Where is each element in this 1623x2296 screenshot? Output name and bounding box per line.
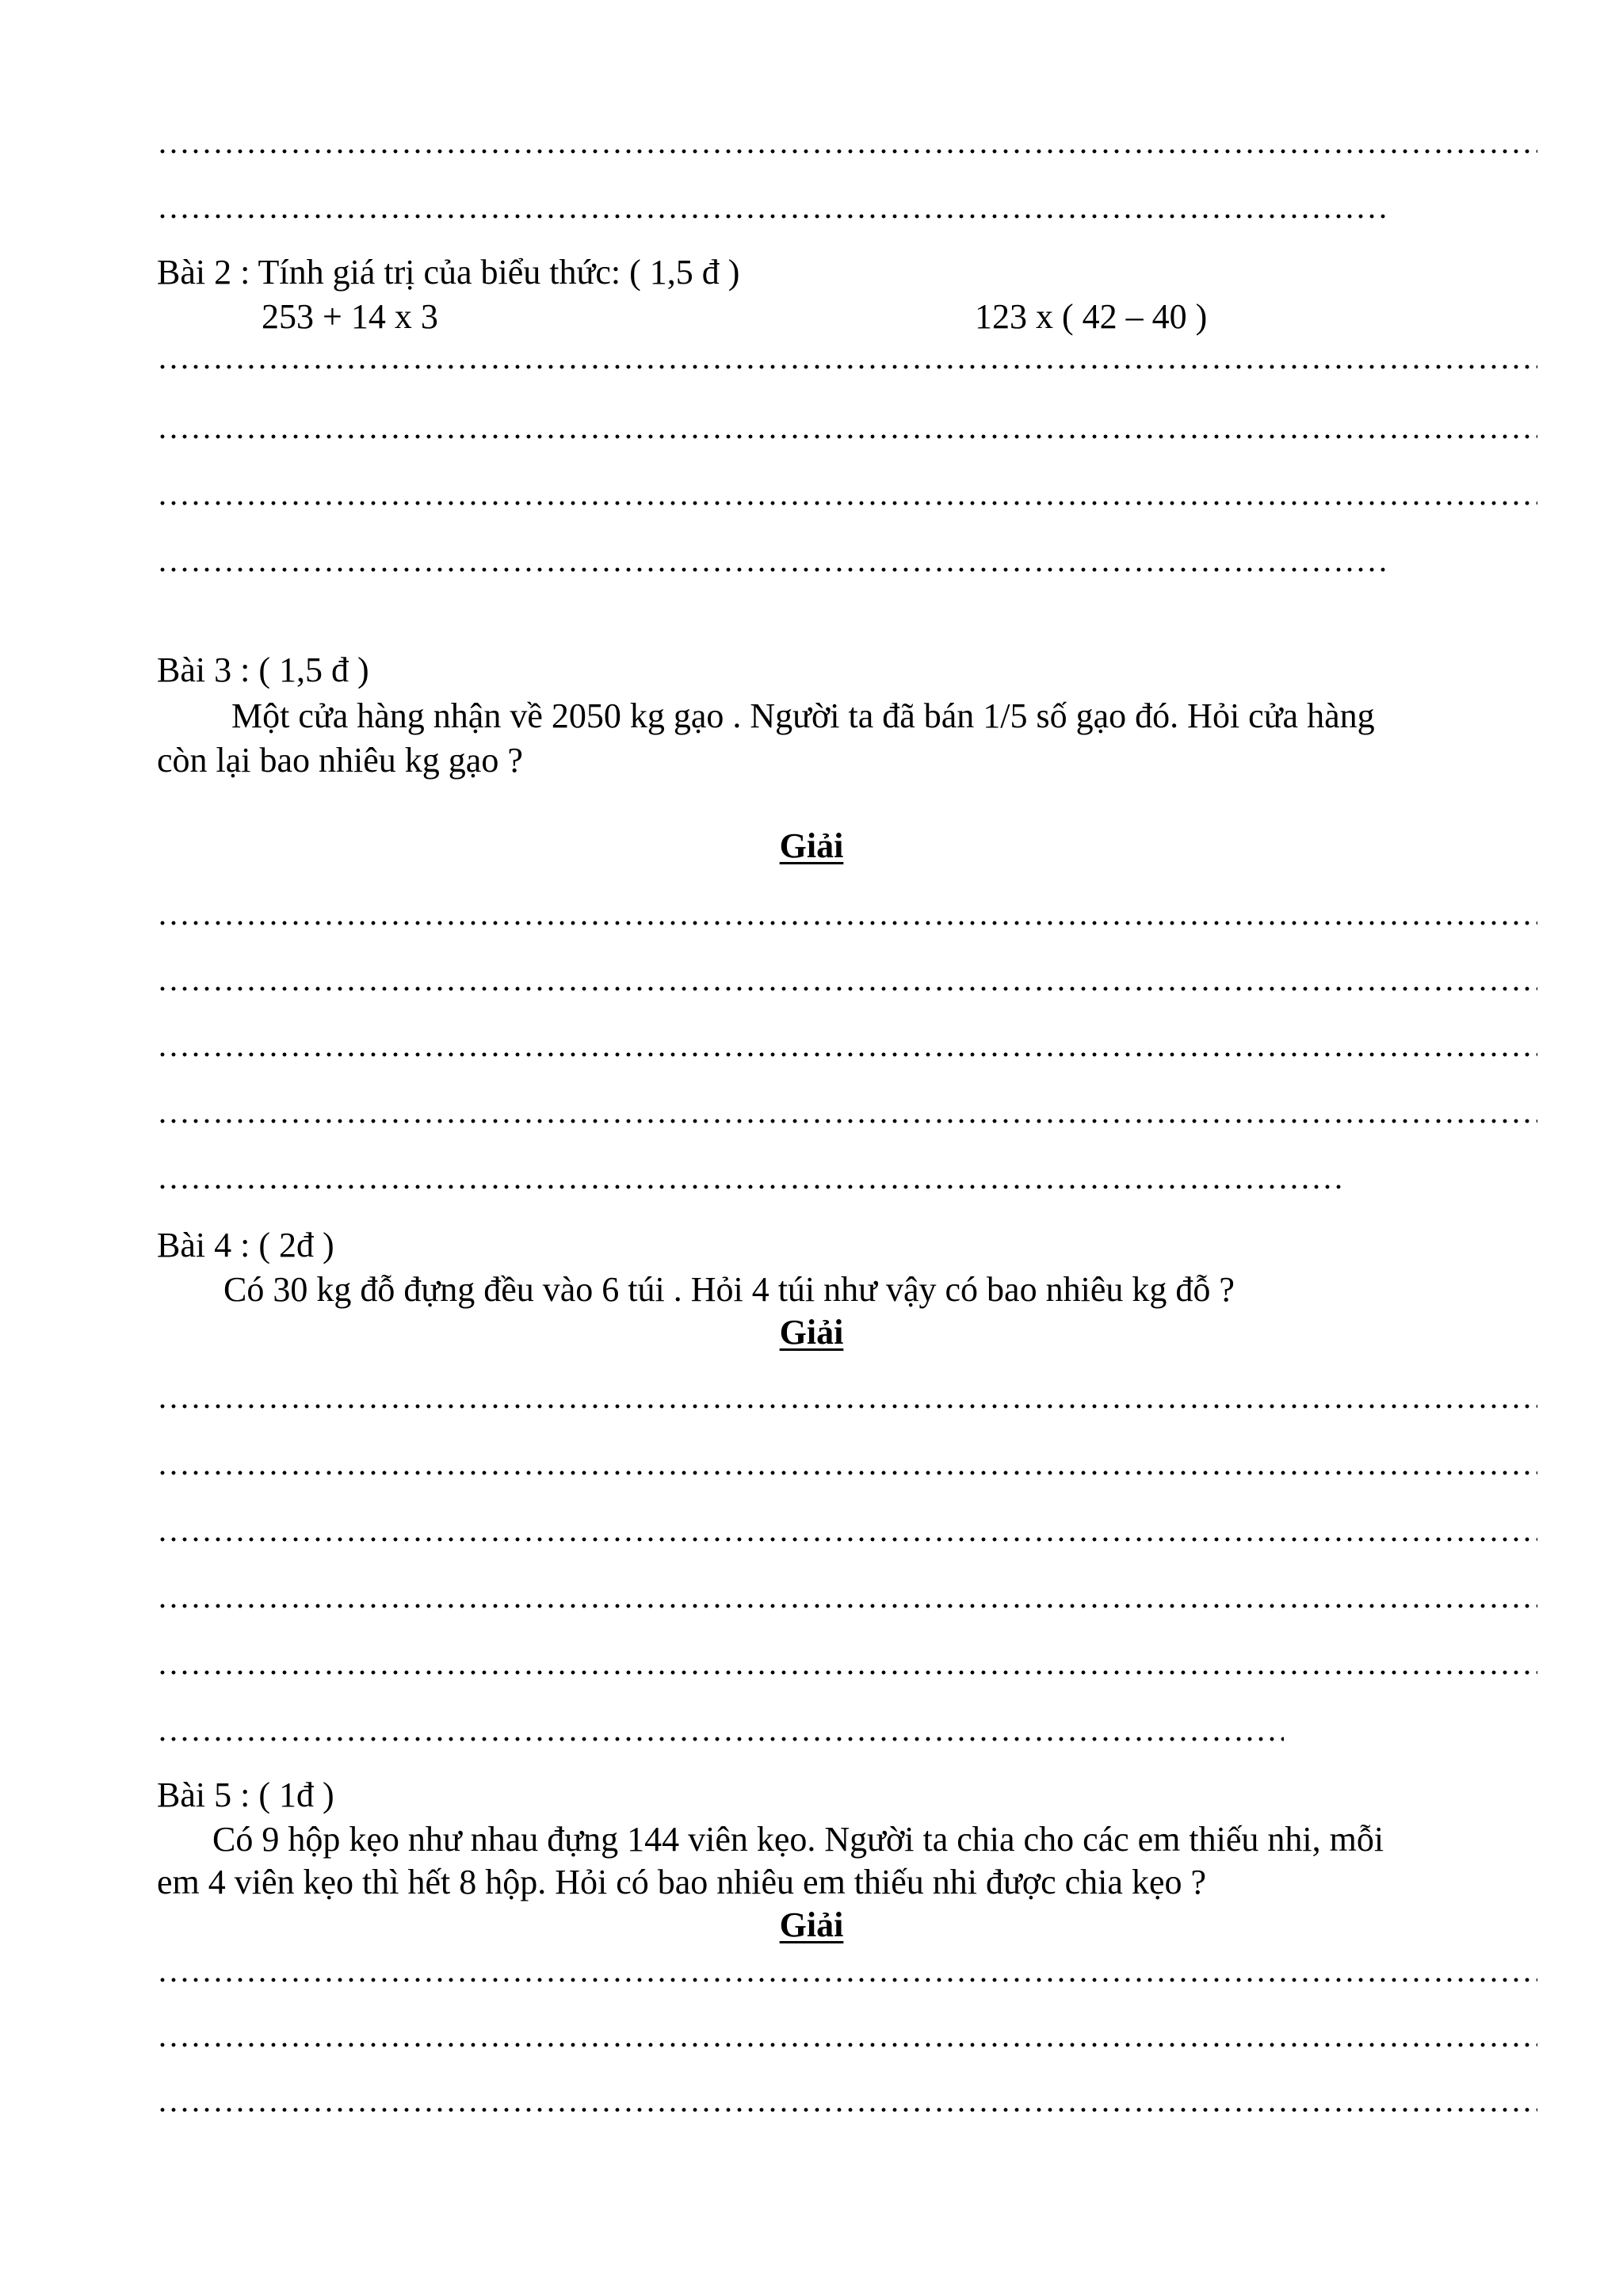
answer-line (157, 434, 1537, 439)
answer-line (157, 1737, 1284, 1741)
answer-line (157, 2042, 1537, 2047)
bai5-problem-line-2: em 4 viên kẹo thì hết 8 hộp. Hỏi có bao nhiêu em thiếu nhi được chia kẹo ? (157, 1863, 1206, 1901)
answer-line (157, 1978, 1537, 1982)
answer-line (157, 2107, 1537, 2112)
bai4-problem-line-1: Có 30 kg đỗ đựng đều vào 6 túi . Hỏi 4 túi như vậy có bao nhiêu kg đỗ ? (223, 1270, 1235, 1309)
answer-line (157, 921, 1537, 925)
answer-line (157, 501, 1537, 505)
bai2-heading: Bài 2 : Tính giá trị của biểu thức: ( 1,5 đ ) (157, 253, 740, 292)
bai4-heading: Bài 4 : ( 2đ ) (157, 1226, 334, 1264)
bai2-expression-2: 123 x ( 42 – 40 ) (975, 297, 1208, 336)
answer-line (157, 1470, 1537, 1475)
answer-line (157, 1404, 1537, 1409)
answer-line (157, 364, 1537, 369)
bai4-solution-heading: Giải (779, 1313, 844, 1352)
answer-line (157, 1052, 1537, 1057)
answer-line (157, 1670, 1537, 1675)
bai5-heading: Bài 5 : ( 1đ ) (157, 1775, 334, 1814)
bai5-problem-line-1: Có 9 hộp kẹo như nhau đựng 144 viên kẹo. Người ta chia cho các em thiếu nhi, mỗi (212, 1820, 1384, 1859)
answer-line (157, 1184, 1347, 1189)
answer-line (157, 567, 1387, 572)
bai3-problem-line-2: còn lại bao nhiêu kg gạo ? (157, 741, 523, 780)
answer-line (157, 1119, 1537, 1123)
bai2-expression-1: 253 + 14 x 3 (262, 297, 438, 336)
bai3-problem-line-1: Một cửa hàng nhận về 2050 kg gạo . Người ta đã bán 1/5 số gạo đó. Hỏi cửa hàng (231, 696, 1375, 735)
bai3-solution-heading: Giải (779, 826, 844, 865)
bai3-heading: Bài 3 : ( 1,5 đ ) (157, 650, 369, 689)
answer-line (157, 1604, 1537, 1608)
answer-line (157, 986, 1537, 991)
answer-line (157, 149, 1537, 154)
answer-line (157, 1537, 1537, 1542)
bai5-solution-heading: Giải (779, 1905, 844, 1944)
answer-line (157, 214, 1387, 219)
